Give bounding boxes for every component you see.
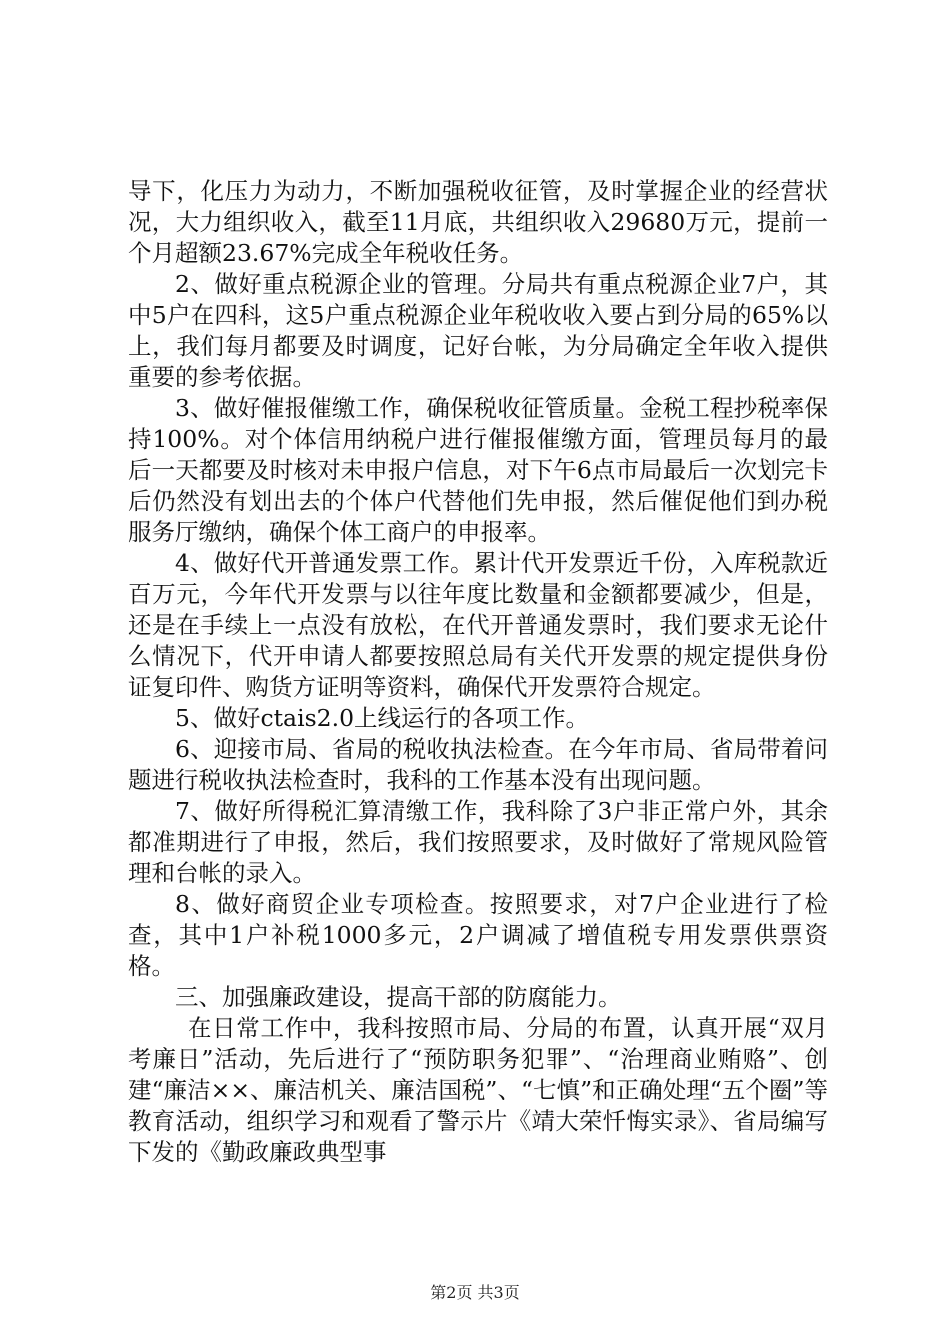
paragraph-integrity: 在日常工作中，我科按照市局、分局的布置，认真开展“双月考廉日”活动，先后进行了“预防职务犯罪”、“治理商业贿赂”、创建“廉洁××、廉洁机关、廉洁国税”、“七慎”和正确处理“五个圈”等教育活动，组织学习和观看了警示片《靖大荣忏悔实录》、省局编写下发的《勤政廉政典型事 bbox=[128, 1014, 828, 1166]
paragraph-item-3: 3、做好催报催缴工作，确保税收征管质量。金税工程抄税率保持100%。对个体信用纳税户进行催报催缴方面，管理员每月的最后一天都要及时核对未申报户信息，对下午6点市局最后一次划完卡后仍然没有划出去的个体户代替他们先申报，然后催促他们到办税服务厅缴纳，确保个体工商户的申报率。 bbox=[128, 394, 828, 546]
paragraph-item-6: 6、迎接市局、省局的税收执法检查。在今年市局、省局带着问题进行税收执法检查时，我科的工作基本没有出现问题。 bbox=[128, 735, 828, 794]
page-number-footer: 第2页 共3页 bbox=[430, 1283, 520, 1302]
paragraph-item-8: 8、做好商贸企业专项检查。按照要求，对7户企业进行了检查，其中1户补税1000多元，2户调减了增值税专用发票供票资格。 bbox=[128, 890, 828, 980]
paragraph-item-7: 7、做好所得税汇算清缴工作，我科除了3户非正常户外，其余都准期进行了申报，然后，我们按照要求，及时做好了常规风险管理和台帐的录入。 bbox=[128, 797, 828, 887]
paragraph-continuation: 导下，化压力为动力，不断加强税收征管，及时掌握企业的经营状况，大力组织收入，截至11月底，共组织收入29680万元，提前一个月超额23.67%完成全年税收任务。 bbox=[128, 177, 828, 267]
paragraph-item-2: 2、做好重点税源企业的管理。分局共有重点税源企业7户，其中5户在四科，这5户重点税源企业年税收收入要占到分局的65%以上，我们每月都要及时调度，记好台帐，为分局确定全年收入提供重要的参考依据。 bbox=[128, 270, 828, 391]
paragraph-item-4: 4、做好代开普通发票工作。累计代开发票近千份，入库税款近百万元，今年代开发票与以往年度比数量和金额都要减少，但是，还是在手续上一点没有放松，在代开普通发票时，我们要求无论什么情况下，代开申请人都要按照总局有关代开发票的规定提供身份证复印件、购货方证明等资料，确保代开发票符合规定。 bbox=[128, 549, 828, 701]
section-heading-3: 三、加强廉政建设，提高干部的防腐能力。 bbox=[175, 983, 622, 1011]
paragraph-item-5: 5、做好ctais2.0上线运行的各项工作。 bbox=[175, 704, 590, 732]
document-body bbox=[128, 176, 828, 1168]
